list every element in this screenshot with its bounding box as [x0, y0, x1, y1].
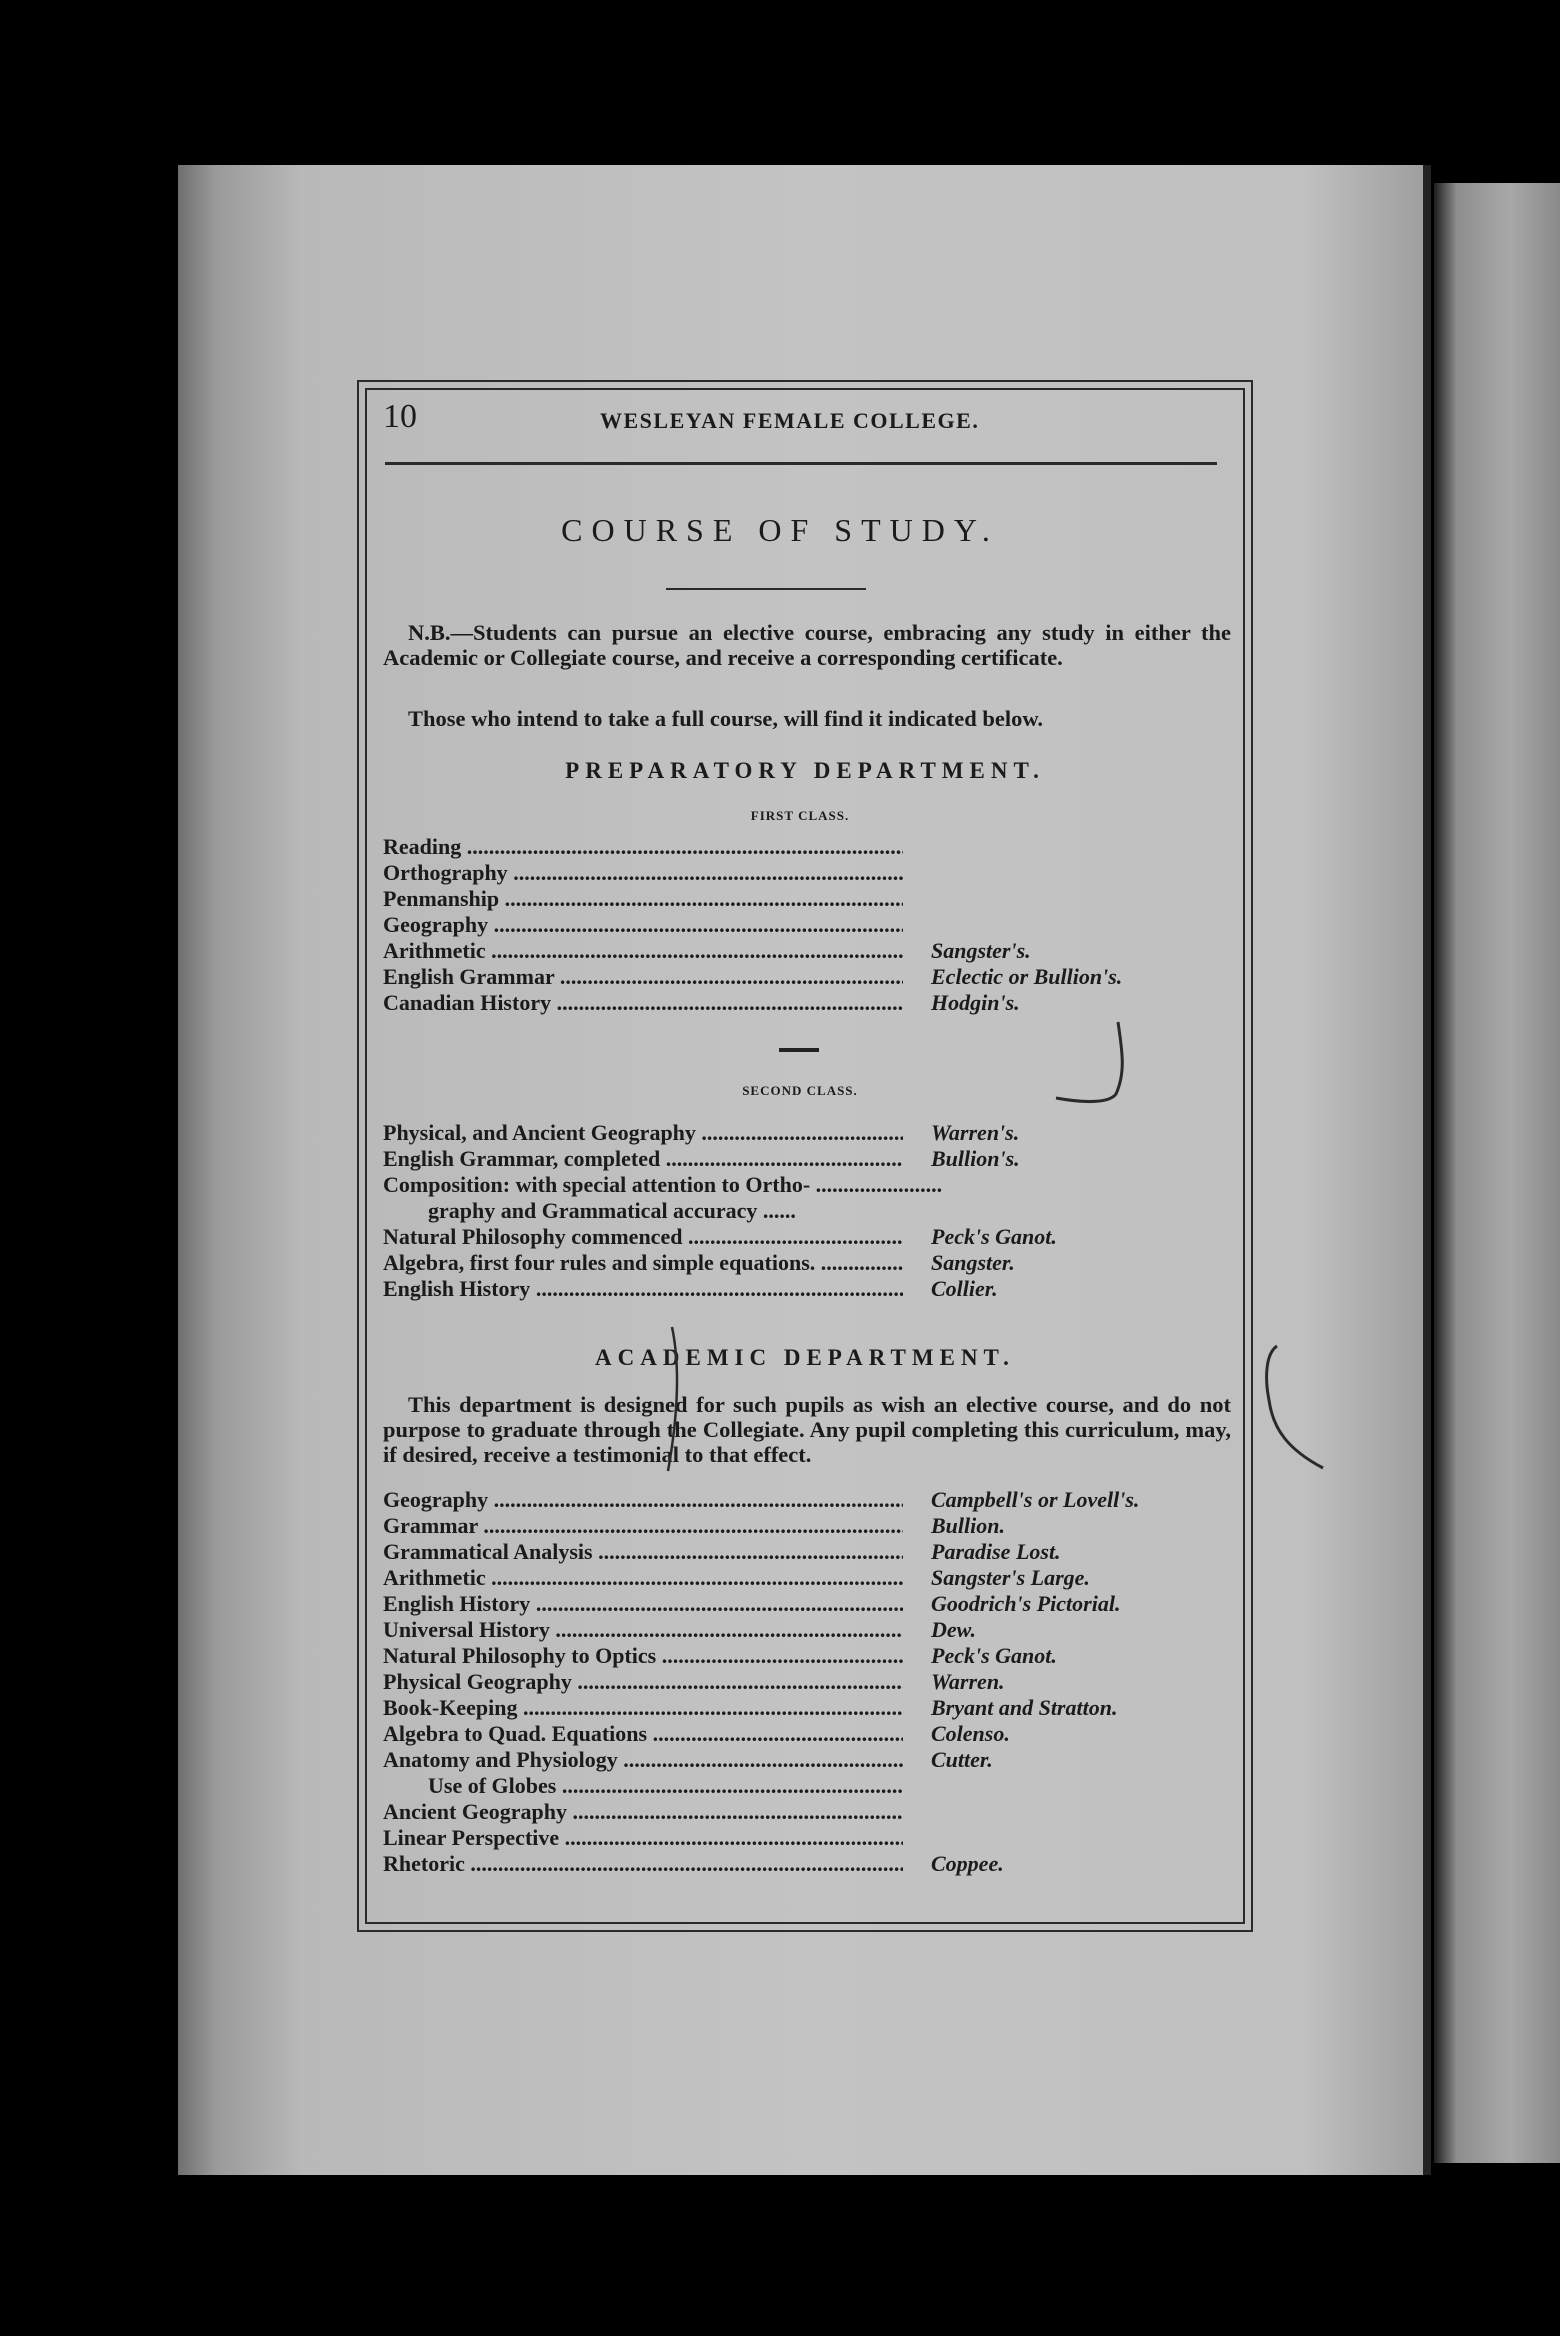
course-row	[383, 834, 1223, 860]
subject: Linear Perspective .....	[383, 1825, 903, 1851]
subject: Geography .....	[383, 912, 903, 938]
academic-intro: This department is designed for such pupils as wish an elective course, and do not purpose to graduate through the Collegiate. Any pupil completing this curriculum, may, if desired, receive a testimonial to that effect.	[383, 1392, 1231, 1467]
binding-gutter	[1423, 165, 1431, 2175]
subject: Penmanship .....	[383, 886, 903, 912]
subject: Grammatical Analysis .....	[383, 1539, 903, 1565]
subject: Algebra, first four rules and simple equations. .....	[383, 1250, 903, 1276]
textbook: Paradise Lost.	[931, 1539, 1061, 1564]
preparatory-heading: PREPARATORY DEPARTMENT.	[565, 758, 1045, 783]
course-row	[383, 1591, 1223, 1617]
textbook: Sangster's.	[931, 938, 1031, 963]
subject: Algebra to Quad. Equations .....	[383, 1721, 903, 1747]
course-row	[383, 1695, 1223, 1721]
textbook: Colenso.	[931, 1721, 1010, 1746]
course-row	[383, 1539, 1223, 1565]
subject: Natural Philosophy commenced .....	[383, 1224, 903, 1250]
course-row	[383, 1721, 1223, 1747]
subject: Anatomy and Physiology .....	[383, 1747, 903, 1773]
textbook: Peck's Ganot.	[931, 1224, 1057, 1249]
course-row	[383, 1825, 1223, 1851]
course-row	[383, 1146, 1223, 1172]
textbook: Sangster's Large.	[931, 1565, 1090, 1590]
course-row	[383, 1617, 1223, 1643]
textbook: Warren's.	[931, 1120, 1020, 1145]
subject: Arithmetic .....	[383, 1565, 903, 1591]
header-rule	[385, 462, 1217, 465]
course-row	[383, 1773, 1223, 1799]
subject: Ancient Geography .....	[383, 1799, 903, 1825]
textbook: Sangster.	[931, 1250, 1015, 1275]
nb-note: N.B.—Students can pursue an elective course, embracing any study in either the Academic or Collegiate course, and receive a corresponding certificate.	[383, 620, 1231, 670]
pencil-hook-mark	[1050, 1010, 1150, 1110]
subject: Rhetoric .....	[383, 1851, 903, 1877]
title-rule	[666, 588, 866, 590]
textbook: Coppee.	[931, 1851, 1004, 1876]
textbook: Bullion's.	[931, 1146, 1020, 1171]
textbook: Campbell's or Lovell's.	[931, 1487, 1140, 1512]
subject: Canadian History .....	[383, 990, 903, 1016]
class-divider	[779, 1048, 819, 1052]
subject: Universal History .....	[383, 1617, 903, 1643]
course-row	[383, 860, 1223, 886]
subject: Geography .....	[383, 1487, 903, 1513]
course-row	[383, 1669, 1223, 1695]
subject: English History .....	[383, 1591, 903, 1617]
textbook: Warren.	[931, 1669, 1005, 1694]
course-row	[383, 1799, 1223, 1825]
page-number: 10	[383, 398, 417, 435]
second-class-heading: SECOND CLASS.	[742, 1083, 858, 1098]
course-row	[383, 1747, 1223, 1773]
textbook: Bullion.	[931, 1513, 1005, 1538]
textbook: Cutter.	[931, 1747, 993, 1772]
textbook: Dew.	[931, 1617, 977, 1642]
subject: Physical, and Ancient Geography .....	[383, 1120, 903, 1146]
subject: Arithmetic .....	[383, 938, 903, 964]
course-row	[383, 1643, 1223, 1669]
course-row	[383, 1513, 1223, 1539]
course-row	[383, 1250, 1223, 1276]
subject: Orthography .....	[383, 860, 903, 886]
page-title: COURSE OF STUDY.	[561, 512, 999, 548]
subject: Reading .....	[383, 834, 903, 860]
course-row	[383, 938, 1223, 964]
textbook: Eclectic or Bullion's.	[931, 964, 1123, 989]
subject: Physical Geography .....	[383, 1669, 903, 1695]
course-row	[383, 1224, 1223, 1250]
subject: Grammar .....	[383, 1513, 903, 1539]
subject: Book-Keeping .....	[383, 1695, 903, 1721]
academic-heading: ACADEMIC DEPARTMENT.	[595, 1345, 1015, 1370]
full-course-note: Those who intend to take a full course, will find it indicated below.	[408, 706, 1044, 731]
course-row	[383, 1172, 1223, 1198]
subject: Use of Globes .....	[428, 1773, 903, 1799]
pencil-stroke-mark	[660, 1325, 690, 1475]
subject: English Grammar .....	[383, 964, 903, 990]
course-row	[383, 1565, 1223, 1591]
course-row	[383, 912, 1223, 938]
textbook: Bryant and Stratton.	[931, 1695, 1118, 1720]
course-row	[383, 1851, 1223, 1877]
subject: Composition: with special attention to Ortho- .....	[383, 1172, 943, 1198]
course-row	[383, 886, 1223, 912]
first-class-heading: FIRST CLASS.	[750, 808, 850, 823]
textbook: Collier.	[931, 1276, 998, 1301]
textbook: Peck's Ganot.	[931, 1643, 1057, 1668]
course-row	[383, 1276, 1223, 1302]
pencil-bracket-mark	[1255, 1340, 1335, 1480]
course-row	[383, 1487, 1223, 1513]
subject: Natural Philosophy to Optics .....	[383, 1643, 903, 1669]
textbook: Goodrich's Pictorial.	[931, 1591, 1121, 1616]
running-title: WESLEYAN FEMALE COLLEGE.	[600, 408, 980, 433]
course-row	[383, 1120, 1223, 1146]
subject-continued: graphy and Grammatical accuracy ......	[428, 1198, 796, 1223]
subject: English History .....	[383, 1276, 903, 1302]
course-row	[383, 964, 1223, 990]
facing-page-edge	[1434, 183, 1560, 2163]
textbook: Hodgin's.	[931, 990, 1020, 1015]
subject: English Grammar, completed .....	[383, 1146, 903, 1172]
